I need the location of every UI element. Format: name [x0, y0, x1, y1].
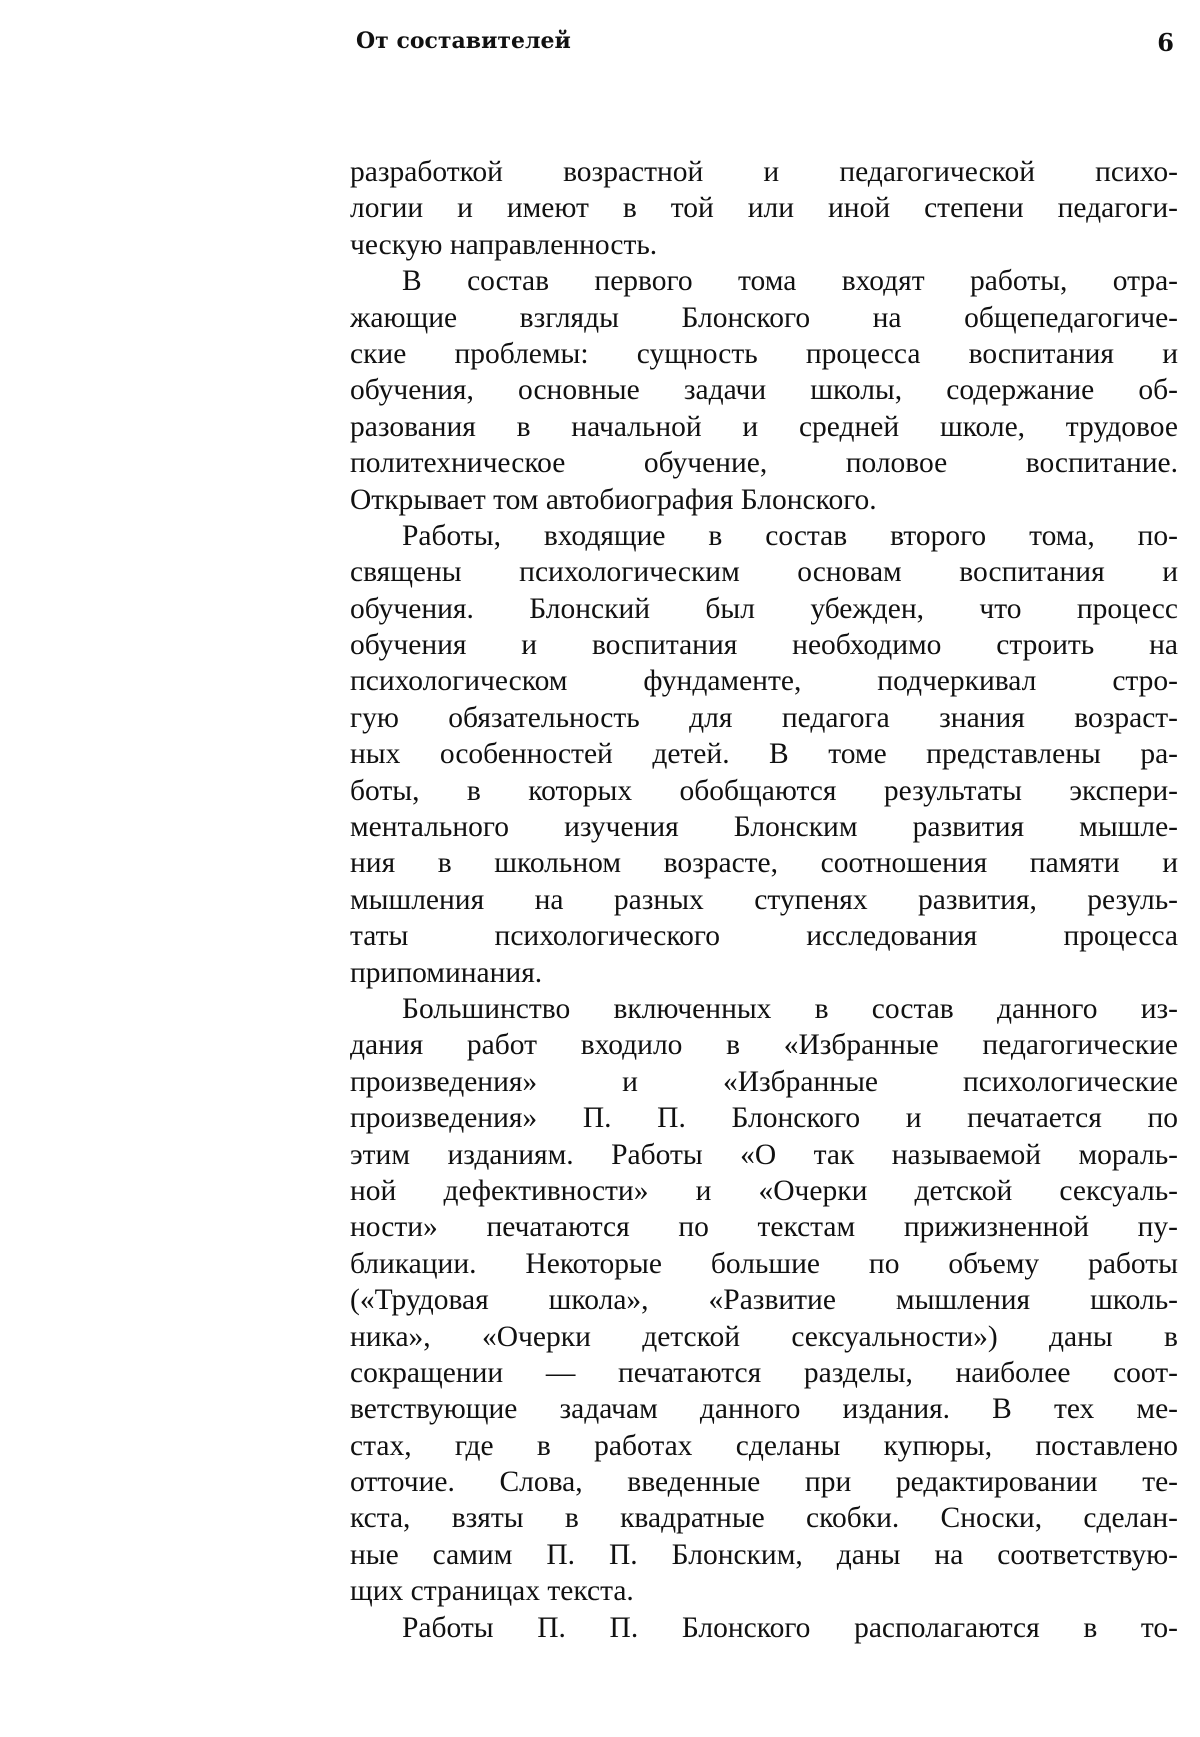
running-header	[356, 22, 1174, 62]
text-line: ности» печатаются по текстам прижизненной пу-	[350, 1211, 1178, 1244]
text-line: этим изданиям. Работы «О так называемой мораль-	[350, 1138, 1178, 1171]
text-line: боты, в которых обобщаются результаты экспери-	[350, 774, 1178, 807]
text-line: ной дефективности» и «Очерки детской сексуаль-	[350, 1174, 1178, 1207]
text-line: щих страницах текста.	[350, 1575, 634, 1608]
text-line: логии и имеют в той или иной степени педагоги-	[350, 192, 1178, 225]
text-line: ных особенностей детей. В томе представлены ра-	[350, 738, 1178, 771]
text-line: ские проблемы: сущность процесса воспитания и	[350, 337, 1178, 370]
text-line: ные самим П. П. Блонским, даны на соответствую-	[350, 1538, 1178, 1571]
text-line: кста, взяты в квадратные скобки. Сноски, сделан-	[350, 1502, 1178, 1535]
body-text	[350, 154, 1178, 1646]
text-line: обучения и воспитания необходимо строить на	[350, 629, 1178, 662]
text-line: Открывает том автобиография Блонского.	[350, 483, 877, 516]
text-line: мышления на разных ступенях развития, резуль-	[350, 883, 1178, 916]
text-line: психологическом фундаменте, подчеркивал стро-	[350, 665, 1178, 698]
text-line: Работы, входящие в состав второго тома, по-	[402, 519, 1178, 552]
text-line: произведения» и «Избранные психологические	[350, 1065, 1178, 1098]
page-number: 6	[1157, 28, 1174, 57]
text-line: ментального изучения Блонским развития мышле-	[350, 811, 1178, 844]
text-line: Большинство включенных в состав данного из-	[402, 992, 1178, 1025]
text-line: ника», «Очерки детской сексуальности») даны в	[350, 1320, 1178, 1353]
text-line: бликации. Некоторые большие по объему работы	[350, 1247, 1178, 1280]
text-line: («Трудовая школа», «Развитие мышления школь-	[350, 1284, 1178, 1317]
text-line: разования в начальной и средней школе, трудовое	[350, 410, 1178, 443]
text-line: ния в школьном возрасте, соотношения памяти и	[350, 847, 1178, 880]
text-line: обучения, основные задачи школы, содержание об-	[350, 374, 1178, 407]
text-line: ветствующие задачам данного издания. В тех ме-	[350, 1393, 1178, 1426]
text-line: гую обязательность для педагога знания возраст-	[350, 701, 1178, 734]
text-line: Работы П. П. Блонского располагаются в то-	[402, 1611, 1178, 1644]
text-line: стах, где в работах сделаны купюры, поставлено	[350, 1429, 1178, 1462]
text-line: ческую направленность.	[350, 228, 658, 261]
text-line: жающие взгляды Блонского на общепедагогиче-	[350, 301, 1178, 334]
running-title: От составителей	[356, 28, 571, 54]
text-line: таты психологического исследования процесса	[350, 920, 1178, 953]
text-line: припоминания.	[350, 956, 543, 989]
text-line: обучения. Блонский был убежден, что процесс	[350, 592, 1178, 625]
text-line: В состав первого тома входят работы, отра-	[402, 265, 1178, 298]
text-line: политехническое обучение, половое воспитание.	[350, 447, 1178, 480]
text-line: священы психологическим основам воспитания и	[350, 556, 1178, 589]
text-line: разработкой возрастной и педагогической психо-	[350, 156, 1178, 188]
text-line: отточие. Слова, введенные при редактировании те-	[350, 1466, 1178, 1499]
text-line: сокращении — печатаются разделы, наиболее соот-	[350, 1356, 1178, 1389]
text-line: произведения» П. П. Блонского и печатается по	[350, 1102, 1178, 1135]
text-line: дания работ входило в «Избранные педагогические	[350, 1029, 1178, 1062]
